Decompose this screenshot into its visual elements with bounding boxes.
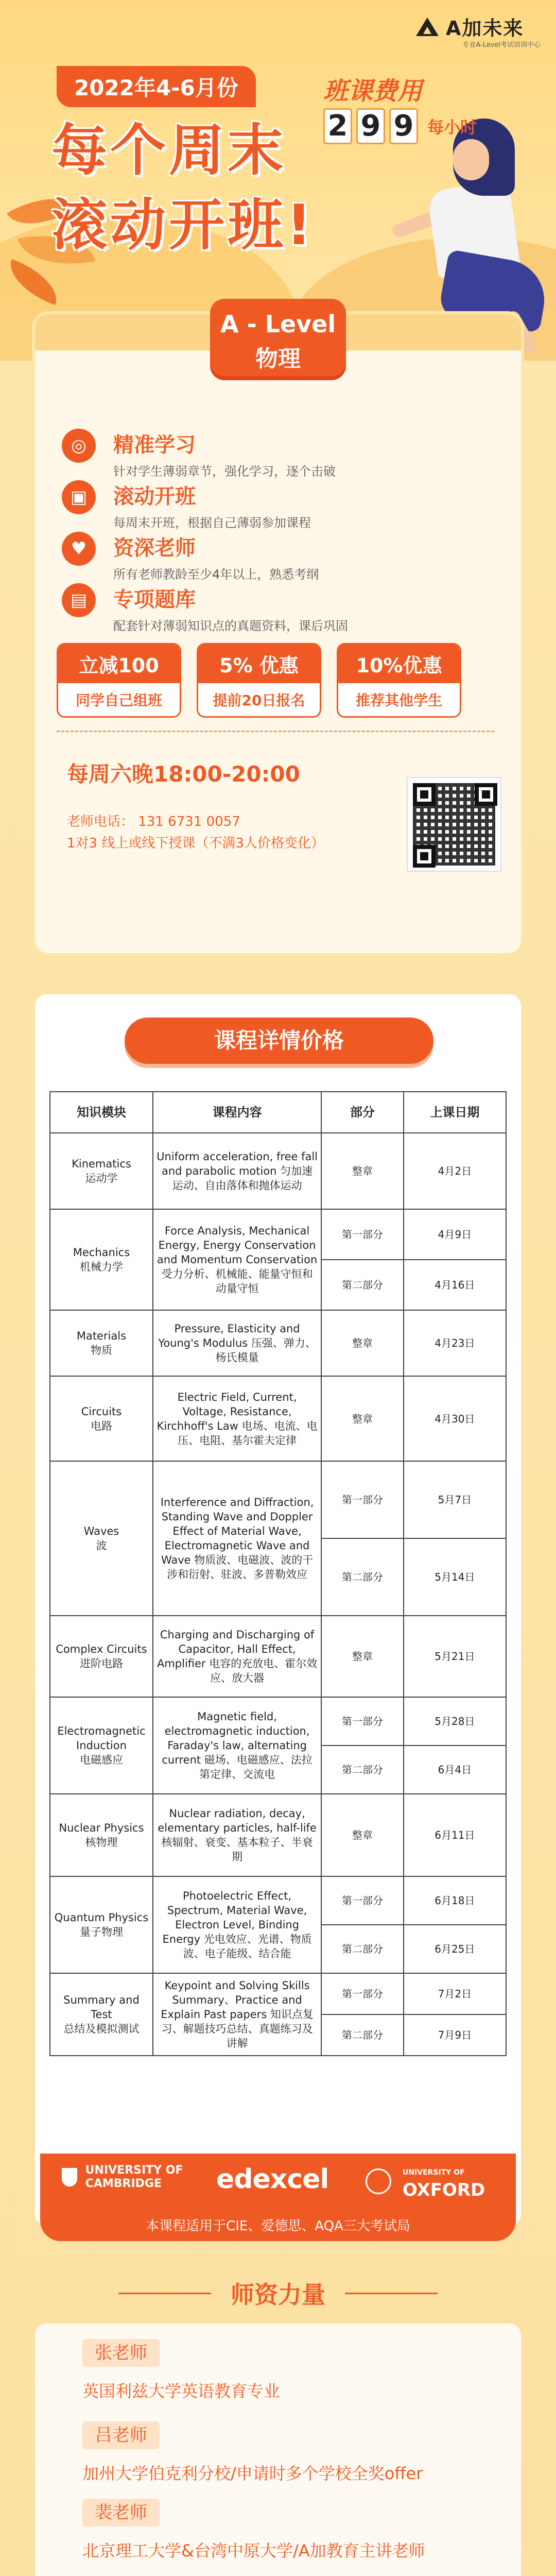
date-cell: 6月25日 [404,1925,506,1973]
heart-icon: ♥ [62,532,96,566]
date-cell: 5月14日 [404,1538,506,1616]
headline-line-2: 滚动开班! [51,193,315,258]
part-cell: 整章 [321,1616,403,1697]
module-cell: Mechanics 机械力学 [50,1209,153,1310]
class-mode: 1对3 线上或线下授课（不满3人价格变化） [67,836,324,851]
part-cell: 第一部分 [321,1209,403,1260]
module-cell: Summary and Test 总结及模拟测试 [50,1973,153,2056]
document-icon: ▤ [62,583,96,617]
part-cell: 第一部分 [321,1461,403,1538]
date-cell: 4月16日 [404,1260,506,1310]
offer-condition: 同学自己组班 [75,692,162,709]
date-cell: 6月4日 [404,1745,506,1794]
course-table [49,1091,507,2056]
price-digit: 9 [389,108,418,144]
part-cell: 第二部分 [321,1260,403,1310]
fee-price [323,108,477,144]
content-cell: Magnetic field, electromagnetic induction, Faraday's law, alternating current 磁场、电磁感应、法拉第定律、交流电 [153,1697,321,1794]
part-cell: 第二部分 [321,1925,403,1973]
oxford-crest-icon [366,2168,391,2194]
logo-text: A加未来 [446,17,524,40]
feature-title: 资深老师 [113,536,196,560]
gift-icon: ▣ [62,480,96,514]
module-cell: Waves 波 [50,1461,153,1616]
teacher-name: 吕老师 [82,2421,160,2449]
table-row [50,1376,506,1461]
content-cell: Interference and Diffraction, Standing Wave and Doppler Effect of Material Wave, Electromagnetic Wave and Wave 物质波、电磁波、波的干涉和衍射、驻波、多普勒效应 [153,1461,321,1616]
subject-tag [210,299,346,376]
discount-offers [57,643,461,718]
dashed-divider [57,731,494,732]
brand-logo [412,12,524,41]
table-row [50,1209,506,1260]
subject-name: 物理 [255,346,301,372]
cambridge-logo: UNIVERSITY OF CAMBRIDGE [62,2164,183,2191]
date-cell: 5月7日 [404,1461,506,1538]
date-cell: 6月11日 [404,1794,506,1876]
part-cell: 第二部分 [321,2014,403,2056]
teacher-name: 张老师 [82,2339,160,2367]
table-row [50,1133,506,1209]
feature-item [62,532,319,582]
date-cell: 5月28日 [404,1697,506,1745]
table-row [50,1616,506,1697]
date-cell: 4月23日 [404,1310,506,1376]
content-cell: Nuclear radiation, decay, elementary particles, half-life 核辐射、衰变、基本粒子、半衰期 [153,1794,321,1876]
content-cell: Uniform acceleration, free fall and parabolic motion 匀加速运动、自由落体和抛体运动 [153,1133,321,1209]
date-cell: 4月30日 [404,1376,506,1461]
logo-subtitle: 专业A-Level考试培训中心 [462,41,541,49]
module-cell: Electromagnetic Induction 电磁感应 [50,1697,153,1794]
price-digit: 2 [323,108,352,144]
date-cell: 5月21日 [404,1616,506,1697]
table-header-row [50,1092,506,1133]
offer-title: 10%优惠 [338,645,460,683]
feature-desc: 针对学生薄弱章节，强化学习，逐个击破 [113,464,336,479]
content-cell: Force Analysis, Mechanical Energy, Energy Conservation and Momentum Conservation 受力分析、机械能、能量守恒和动量守恒 [153,1209,321,1310]
offer-card [57,643,181,718]
content-cell: Photoelectric Effect, Spectrum, Material Wave, Electron Level, Binding Energy 光电效应、光谱、物质波、电子能级、结合能 [153,1876,321,1973]
per-hour-label: 每小时 [427,117,477,137]
offer-condition: 提前20日报名 [213,692,305,709]
feature-desc: 配套针对薄弱知识点的真题资料，课后巩固 [113,619,348,633]
table-row [50,1876,506,1925]
column-header: 部分 [321,1092,403,1133]
offer-card [337,643,461,718]
part-cell: 第二部分 [321,1745,403,1794]
part-cell: 第一部分 [321,1697,403,1745]
feature-item [62,583,348,634]
module-cell: Quantum Physics 量子物理 [50,1876,153,1973]
oxford-logo: UNIVERSITY OF OXFORD [366,2164,485,2199]
column-header: 知识模块 [50,1092,153,1133]
date-cell: 6月18日 [404,1876,506,1925]
cambridge-shield-icon [62,2168,77,2187]
term-badge: 2022年4-6月份 [57,66,256,107]
feature-item [62,429,336,479]
teacher-phone[interactable]: 老师电话： 131 6731 0057 [67,814,240,829]
price-digit: 9 [356,108,385,144]
part-cell: 整章 [321,1376,403,1461]
part-cell: 整章 [321,1794,403,1876]
offer-condition: 推荐其他学生 [355,692,442,709]
part-cell: 整章 [321,1310,403,1376]
module-cell: Materials 物质 [50,1310,153,1376]
date-cell: 4月2日 [404,1133,506,1209]
offer-title: 立减100 [58,645,180,683]
table-row [50,1697,506,1745]
feature-desc: 所有老师教龄至少4年以上，熟悉考纲 [113,567,319,582]
date-cell: 4月9日 [404,1209,506,1260]
table-row [50,1794,506,1876]
student-illustration [453,139,489,180]
module-cell: Circuits 电路 [50,1376,153,1461]
content-cell: Electric Field, Current, Voltage, Resistance, Kirchhoff's Law 电场、电流、电压、电阻、基尔霍夫定律 [153,1376,321,1461]
feature-title: 精准学习 [113,433,196,457]
teacher-desc: 北京理工大学&台湾中原大学/A加教育主讲老师 [82,2541,425,2561]
date-cell: 7月9日 [404,2014,506,2056]
teachers-title: 师资力量 [231,2281,325,2309]
title-divider [345,2293,438,2294]
logo-icon [412,16,442,37]
module-cell: Complex Circuits 进阶电路 [50,1616,153,1697]
offer-card [197,643,321,718]
part-cell: 第一部分 [321,1876,403,1925]
teacher-desc: 加州大学伯克利分校/申请时多个学校全奖offer [82,2464,423,2483]
teacher-desc: 英国利兹大学英语教育专业 [82,2381,281,2401]
contact-info [67,811,324,854]
date-cell: 7月2日 [404,1973,506,2014]
offer-title: 5% 优惠 [198,645,320,683]
feature-desc: 每周末开班，根据自己薄弱参加课程 [113,516,311,530]
content-cell: Pressure, Elasticity and Young's Modulus 压强、弹力、杨氏模量 [153,1310,321,1376]
course-section-title: 课程详情价格 [125,1018,433,1064]
module-cell: Nuclear Physics 核物理 [50,1794,153,1876]
feature-title: 滚动开班 [113,485,196,509]
part-cell: 整章 [321,1133,403,1209]
part-cell: 第二部分 [321,1538,403,1616]
table-row [50,1310,506,1376]
schedule-time: 每周六晚18:00-20:00 [67,761,300,787]
target-icon: ◎ [62,429,96,463]
feature-item [62,480,311,531]
feature-title: 专项题库 [113,588,196,612]
exam-board-note: 本课程适用于CIE、爱德思、AQA三大考试局 [146,2218,410,2234]
content-cell: Keypoint and Solving Skills Summary、Practice and Explain Past papers 知识点复习、解题技巧总结、真题练习及讲解 [153,1973,321,2056]
part-cell: 第一部分 [321,1973,403,2014]
module-cell: Kinematics 运动学 [50,1133,153,1209]
edexcel-logo: edexcel [216,2164,329,2195]
subject-level: A - Level [220,310,336,338]
content-cell: Charging and Discharging of Capacitor, Hall Effect, Amplifier 电容的充放电、霍尔效应、放大器 [153,1616,321,1697]
column-header: 上课日期 [404,1092,506,1133]
table-row [50,1461,506,1538]
fee-title: 班课费用 [323,77,423,106]
teacher-name: 裴老师 [82,2499,160,2527]
column-header: 课程内容 [153,1092,321,1133]
table-row [50,1973,506,2014]
headline-line-1: 每个周末 [51,118,287,183]
qr-code[interactable] [407,777,501,872]
